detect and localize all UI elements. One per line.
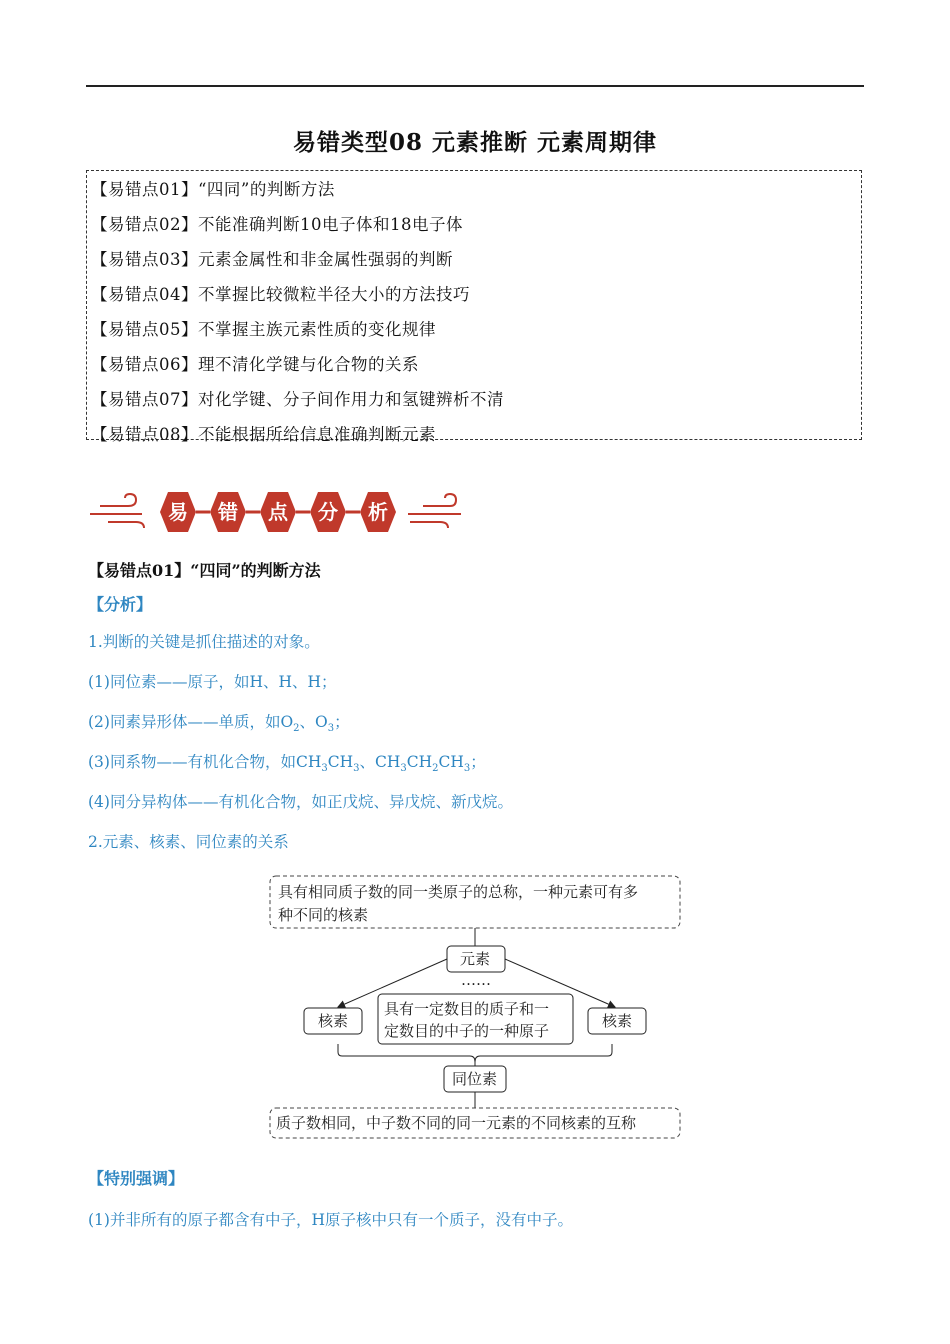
special-emphasis-label: 【特别强调】 <box>88 1169 185 1188</box>
homolog-item: (3)同系物——有机化合物，如$CH_3CH_3$、$CH_3CH_2CH_3$； <box>88 753 486 775</box>
analysis-point-2: 2.元素、核素、同位素的关系 <box>88 833 289 851</box>
nuclide-definition-line1: 具有一定数目的质子和一 <box>384 1000 550 1018</box>
element-nuclide-isotope-diagram <box>262 870 692 1145</box>
banner-char: 错 <box>218 500 238 524</box>
isotope-label: 同位素 <box>452 1070 498 1088</box>
banner-char: 析 <box>368 500 388 524</box>
isomer-item: (4)同分异构体——有机化合物，如正戊烷、异戊烷、新戊烷。 <box>88 793 513 811</box>
banner-char: 点 <box>268 500 288 524</box>
analysis-label: 【分析】 <box>88 595 153 614</box>
isotope-item: (1)同位素——原子，如H、H、H； <box>88 673 337 691</box>
toc-item: 【易错点06】理不清化学键与化合物的关系 <box>91 355 419 374</box>
analysis-point-1: 1.判断的关键是抓住描述的对象。 <box>88 633 320 651</box>
banner-char: 分 <box>318 500 338 524</box>
document-title: 易错类型08 元素推断 元素周期律 <box>292 129 658 156</box>
element-definition-line1: 具有相同质子数的同一类原子的总称，一种元素可有多 <box>278 883 639 901</box>
section-heading: 【易错点01】“四同”的判断方法 <box>88 561 321 580</box>
nuclide-right-label: 核素 <box>602 1012 633 1030</box>
toc-item: 【易错点04】不掌握比较微粒半径大小的方法技巧 <box>91 285 470 304</box>
error-analysis-banner <box>88 484 463 540</box>
table-of-contents <box>86 170 862 444</box>
banner-char: 易 <box>168 500 188 524</box>
allotrope-item: (2)同素异形体——单质，如$O_2$、$O_3$； <box>88 713 350 735</box>
element-definition-line2: 种不同的核素 <box>278 906 369 924</box>
element-label: 元素 <box>460 950 491 968</box>
left-scroll-ornament <box>90 494 144 528</box>
toc-item: 【易错点05】不掌握主族元素性质的变化规律 <box>91 320 436 339</box>
right-scroll-ornament <box>408 494 461 528</box>
nuclide-left-label: 核素 <box>318 1012 349 1030</box>
grouping-brace <box>338 1044 612 1062</box>
isotope-definition: 质子数相同，中子数不同的同一元素的不同核素的互称 <box>276 1114 637 1132</box>
nuclide-definition-line2: 定数目的中子的一种原子 <box>384 1022 550 1040</box>
toc-item: 【易错点01】“四同”的判断方法 <box>91 180 335 199</box>
special-emphasis-1: (1)并非所有的原子都含有中子，H原子核中只有一个质子，没有中子。 <box>88 1211 573 1229</box>
top-rule <box>86 85 864 87</box>
toc-item: 【易错点08】不能根据所给信息准确判断元素 <box>91 425 436 444</box>
toc-item: 【易错点03】元素金属性和非金属性强弱的判断 <box>91 250 453 269</box>
toc-item: 【易错点07】对化学键、分子间作用力和氢键辨析不清 <box>91 390 504 409</box>
dots: …… <box>461 971 491 989</box>
toc-item: 【易错点02】不能准确判断10电子体和18电子体 <box>91 215 463 234</box>
